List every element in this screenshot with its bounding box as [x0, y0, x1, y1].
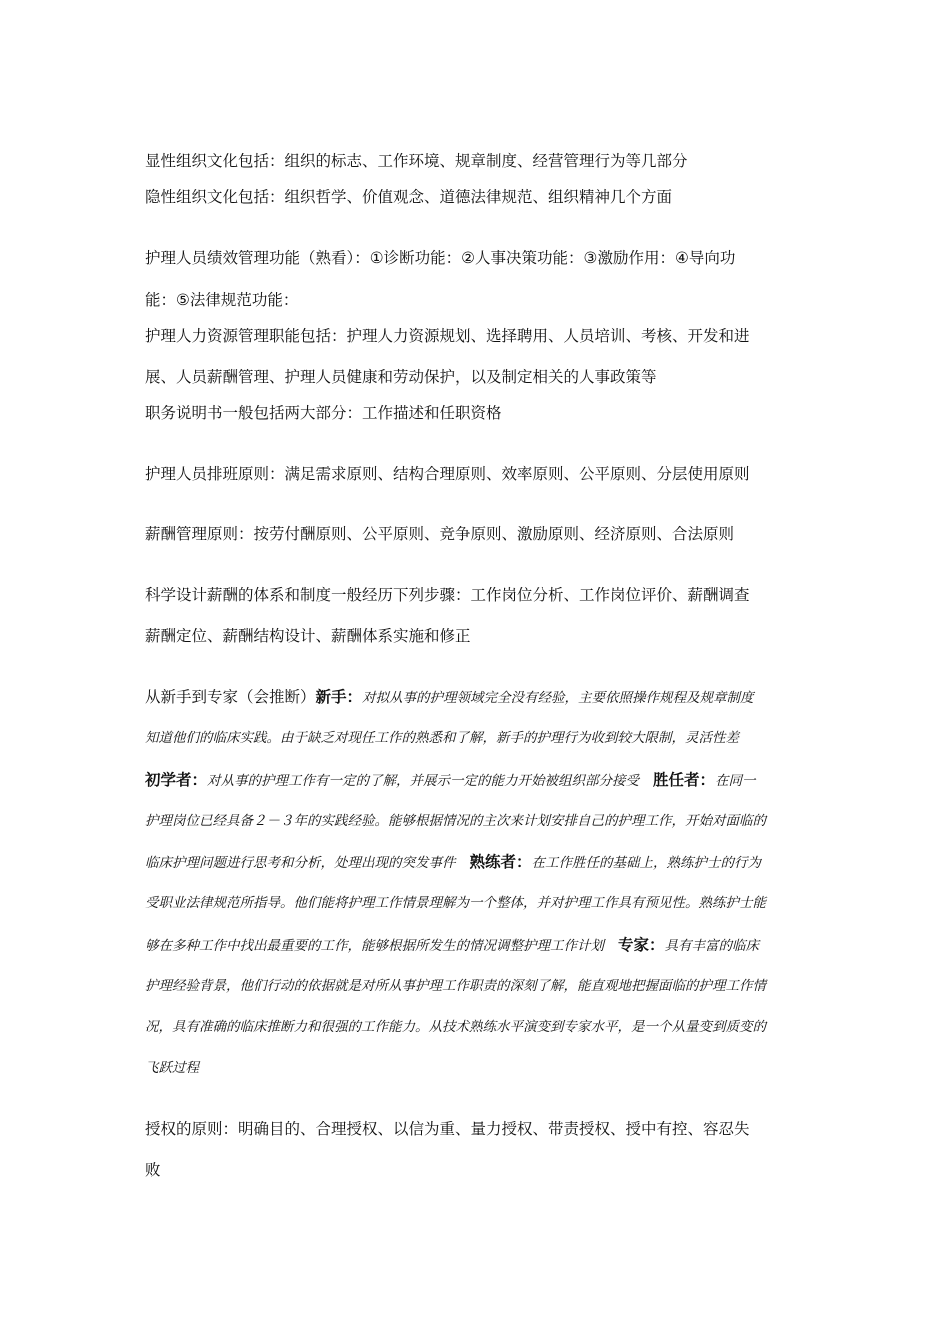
paragraph-novice-expert-5 [145, 851, 761, 874]
competent-label: 胜任者： [653, 771, 716, 789]
paragraph-novice-expert-4: 护理岗位已经具备２－３年的实践经验。能够根据情况的主次来计划安排自己的护理工作，开始对面临的 [145, 813, 766, 829]
paragraph-scheduling-principles: 护理人员排班原则：满足需求原则、结构合理原则、效率原则、公平原则、分层使用原则 [145, 465, 750, 483]
paragraph-novice-expert-10: 飞跃过程 [145, 1060, 199, 1076]
paragraph-implicit-culture: 隐性组织文化包括：组织哲学、价值观念、道德法律规范、组织精神几个方面 [145, 188, 673, 206]
expert-text: 具有丰富的临床 [664, 938, 760, 954]
paragraph-delegation-2: 败 [145, 1161, 161, 1179]
paragraph-novice-expert-7 [145, 934, 759, 957]
paragraph-hr-functions-2: 展、人员薪酬管理、护理人员健康和劳动保护，以及制定相关的人事政策等 [145, 368, 657, 386]
paragraph-novice-expert-9: 况，具有准确的临床推断力和很强的工作能力。从技术熟练水平演变到专家水平，是一个从量变到质变的 [145, 1019, 766, 1035]
competent-text-2: 临床护理问题进行思考和分析，处理出现的突发事件 [145, 855, 456, 871]
paragraph-job-description: 职务说明书一般包括两大部分：工作描述和任职资格 [145, 404, 502, 422]
expert-label: 专家： [618, 936, 665, 954]
novice-text: 对拟从事的护理领域完全没有经验，主要依照操作规程及规章制度 [362, 690, 754, 706]
paragraph-performance-functions-1: 护理人员绩效管理功能（熟看）：①诊断功能：②人事决策功能：③激励作用：④导向功 [145, 249, 736, 267]
proficient-label: 熟练者： [469, 853, 532, 871]
paragraph-novice-expert-6: 受职业法律规范所指导。他们能将护理工作情景理解为一个整体，并对护理工作具有预见性。熟练护士能 [145, 895, 766, 911]
paragraph-explicit-culture: 显性组织文化包括：组织的标志、工作环境、规章制度、经营管理行为等几部分 [145, 152, 688, 170]
paragraph-delegation-1: 授权的原则：明确目的、合理授权、以信为重、量力授权、带责授权、授中有控、容忍失 [145, 1120, 750, 1138]
beginner-label: 初学者： [145, 771, 208, 789]
novice-expert-heading: 从新手到专家（会推断） [145, 688, 316, 706]
paragraph-novice-expert-2: 知道他们的临床实践。由于缺乏对现任工作的熟悉和了解，新手的护理行为收到较大限制，灵活性差 [145, 730, 739, 746]
paragraph-novice-expert-3 [145, 769, 756, 792]
paragraph-pay-design-1: 科学设计薪酬的体系和制度一般经历下列步骤：工作岗位分析、工作岗位评价、薪酬调查 [145, 586, 750, 604]
proficient-text-2: 够在多种工作中找出最重要的工作，能够根据所发生的情况调整护理工作计划 [145, 938, 604, 954]
beginner-text: 对从事的护理工作有一定的了解，并展示一定的能力开始被组织部分接受 [207, 773, 640, 789]
paragraph-novice-expert-8: 护理经验背景，他们行动的依据就是对所从事护理工作职责的深刻了解，能直观地把握面临的护理工作情 [145, 978, 766, 994]
paragraph-performance-functions-2: 能：⑤法律规范功能： [145, 291, 299, 309]
competent-text: 在同一 [715, 773, 756, 789]
proficient-text: 在工作胜任的基础上，熟练护士的行为 [531, 855, 762, 871]
paragraph-pay-principles: 薪酬管理原则：按劳付酬原则、公平原则、竞争原则、激励原则、经济原则、合法原则 [145, 525, 735, 543]
paragraph-hr-functions-1: 护理人力资源管理职能包括：护理人力资源规划、选择聘用、人员培训、考核、开发和进 [145, 327, 750, 345]
paragraph-novice-expert-1 [145, 686, 754, 709]
paragraph-pay-design-2: 薪酬定位、薪酬结构设计、薪酬体系实施和修正 [145, 627, 471, 645]
novice-label: 新手： [315, 688, 363, 706]
